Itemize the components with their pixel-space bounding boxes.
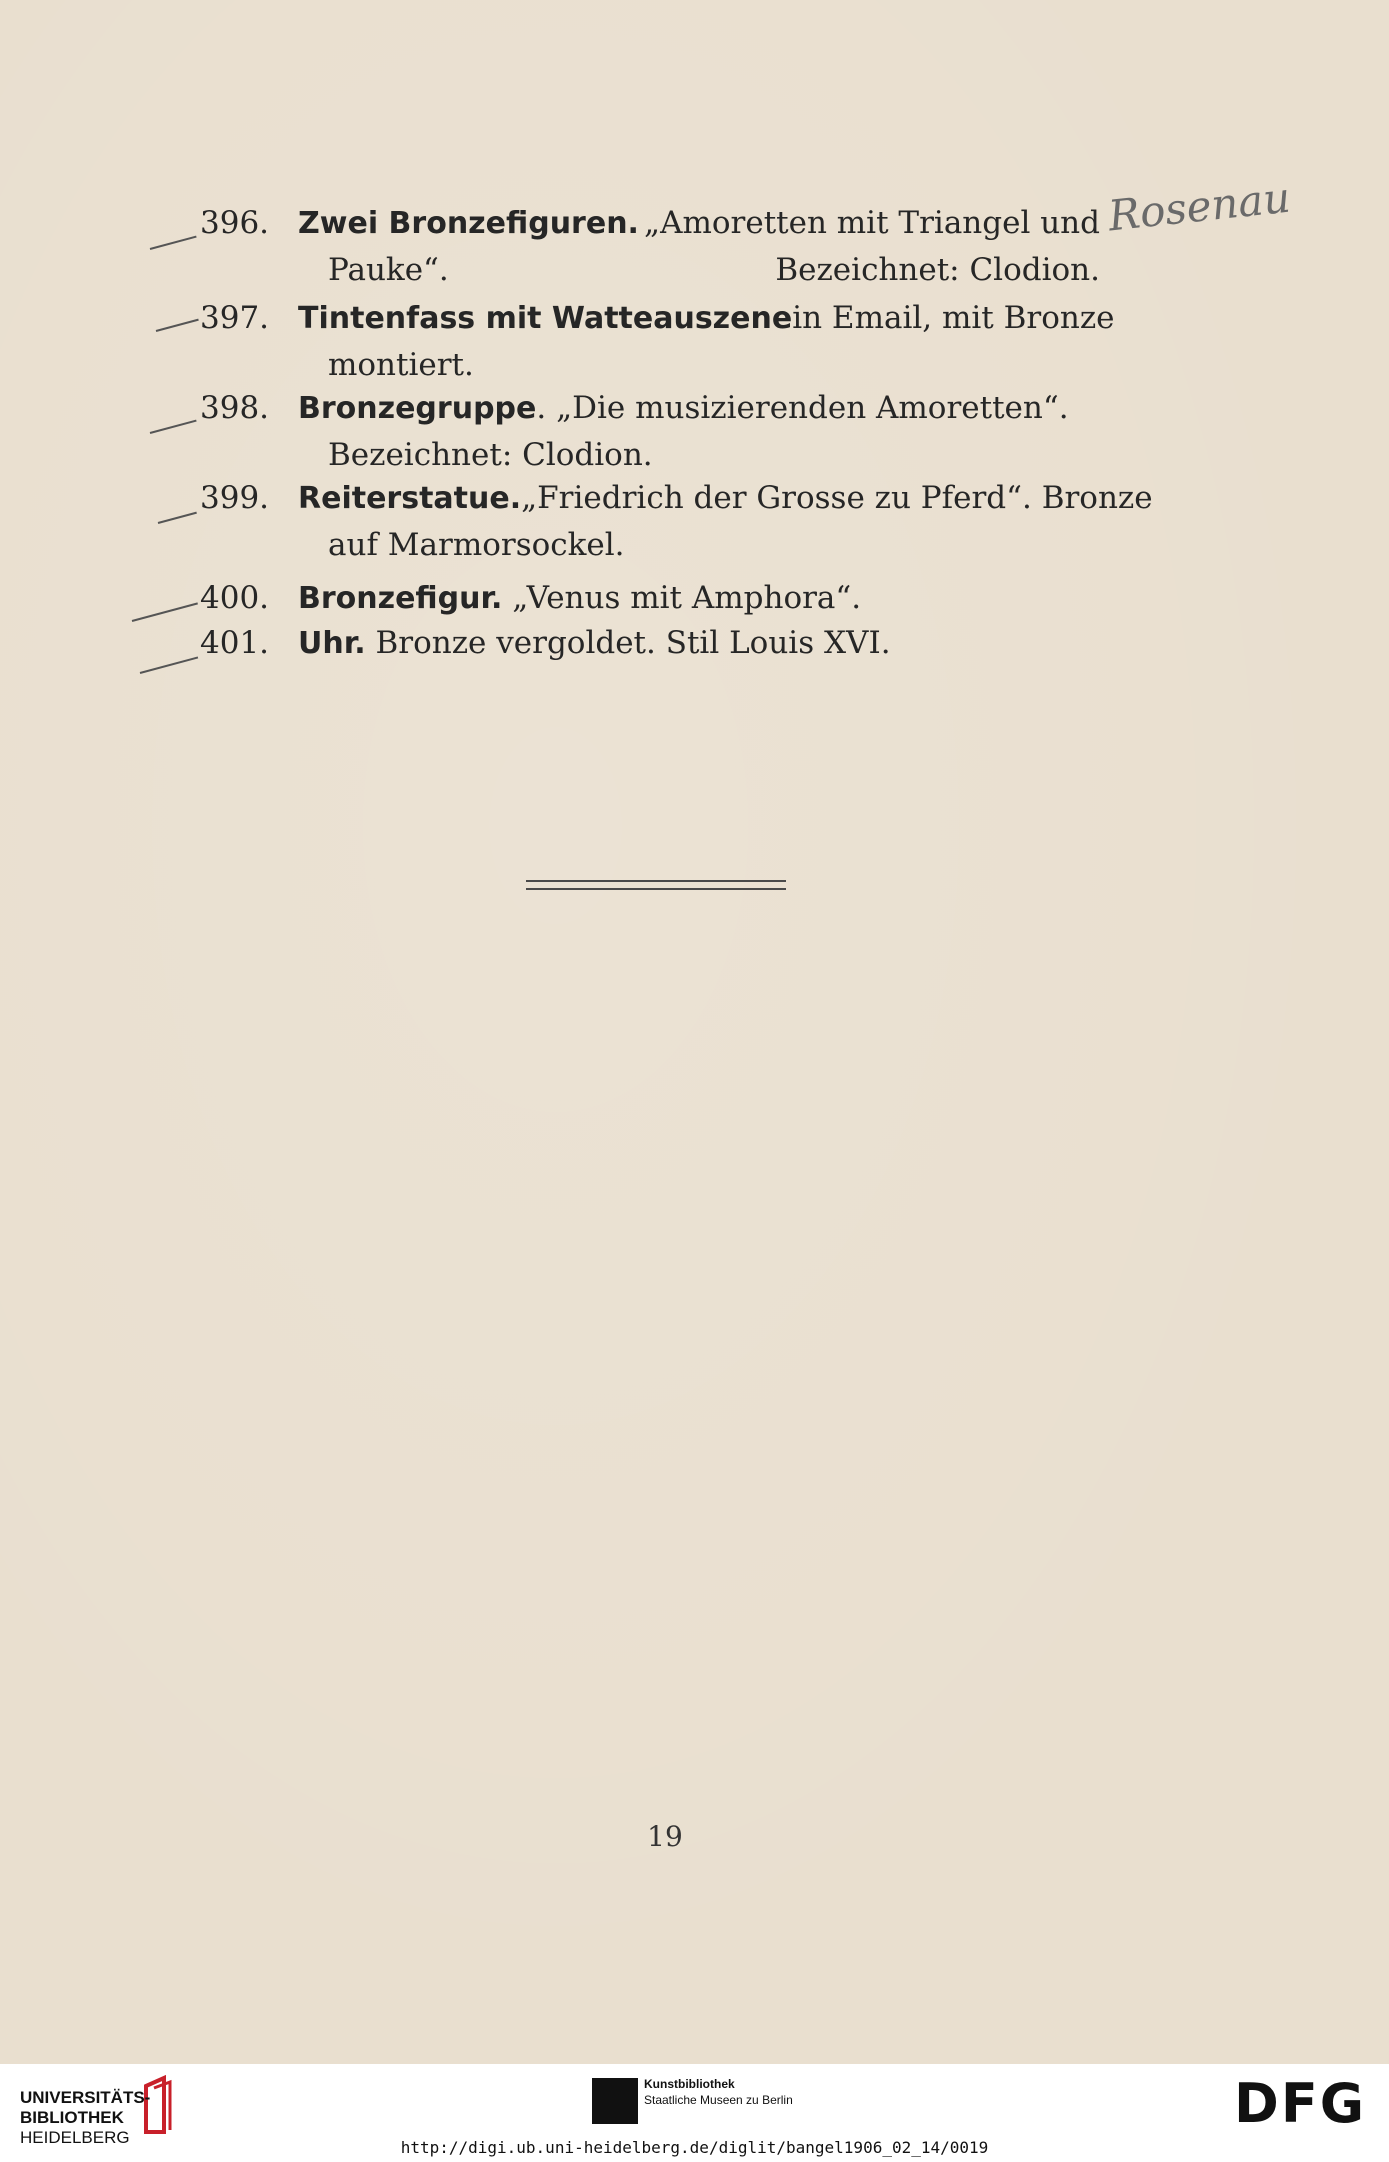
- entry-description: in Email, mit Bronze: [792, 300, 1115, 336]
- entry-title: Uhr.: [298, 626, 366, 661]
- entry-title: Bronzefigur.: [298, 581, 503, 616]
- entry-description: „Friedrich der Grosse zu Pferd“. Bronze: [521, 480, 1153, 516]
- entry-number: 397.: [200, 300, 270, 336]
- entry-description: „Venus mit Amphora“.: [512, 580, 862, 616]
- pencil-tick-mark: [156, 319, 199, 332]
- entry-description: „Amoretten mit Triangel und: [644, 205, 1100, 241]
- footer-bar: [0, 2064, 1389, 2162]
- entry-description: Bronze vergoldet. Stil Louis XVI.: [375, 625, 891, 661]
- catalog-entry-397: [200, 295, 1115, 389]
- pencil-tick-mark: [150, 236, 197, 250]
- entry-number: 401.: [200, 625, 270, 661]
- handwritten-note: Rosenau: [1105, 172, 1293, 241]
- entry-title: Tintenfass mit Watteauszene: [298, 301, 793, 336]
- dfg-logo[interactable]: DFG: [1234, 2072, 1367, 2135]
- catalog-entry-401: [200, 620, 1100, 667]
- entry-description-continued: Bezeichnet: Clodion.: [328, 437, 653, 473]
- kunstbibliothek-logo[interactable]: [644, 2076, 793, 2108]
- double-rule-divider: [526, 880, 786, 890]
- catalog-entry-396: [200, 200, 1100, 294]
- pencil-tick-mark: [150, 420, 197, 434]
- permalink-url[interactable]: http://digi.ub.uni-heidelberg.de/diglit/bangel1906_02_14/0019: [400, 2138, 989, 2157]
- entry-description-continued: montiert.: [328, 347, 474, 383]
- page-number: 19: [647, 1820, 683, 1853]
- entry-title: Zwei Bronzefiguren.: [298, 206, 639, 241]
- entry-description-continued: Pauke“.: [328, 252, 449, 288]
- kunstbibliothek-mark-icon: [592, 2078, 638, 2124]
- ub-logo-line: BIBLIOTHEK: [20, 2108, 124, 2127]
- entry-signature: Bezeichnet: Clodion.: [775, 252, 1100, 288]
- pencil-tick-mark: [158, 512, 197, 524]
- pencil-tick-mark: [132, 602, 198, 622]
- entry-title: Bronzegruppe: [298, 391, 537, 426]
- ub-logo-line: UNIVERSITÄTS-: [20, 2088, 151, 2107]
- ub-logo-line: HEIDELBERG: [20, 2128, 130, 2147]
- entry-description-continued: auf Marmorsockel.: [328, 527, 625, 563]
- entry-title: Reiterstatue.: [298, 481, 522, 516]
- kb-logo-line: Staatliche Museen zu Berlin: [644, 2093, 793, 2107]
- entry-number: 396.: [200, 205, 270, 241]
- entry-description: . „Die musizierenden Amoretten“.: [536, 390, 1069, 426]
- kb-logo-line: Kunstbibliothek: [644, 2077, 735, 2091]
- catalog-entry-400: [200, 575, 1100, 622]
- entry-number: 398.: [200, 390, 270, 426]
- catalog-entry-399: [200, 475, 1153, 569]
- entry-number: 400.: [200, 580, 270, 616]
- entry-number: 399.: [200, 480, 270, 516]
- catalog-entry-398: [200, 385, 1100, 479]
- pencil-tick-mark: [140, 657, 198, 674]
